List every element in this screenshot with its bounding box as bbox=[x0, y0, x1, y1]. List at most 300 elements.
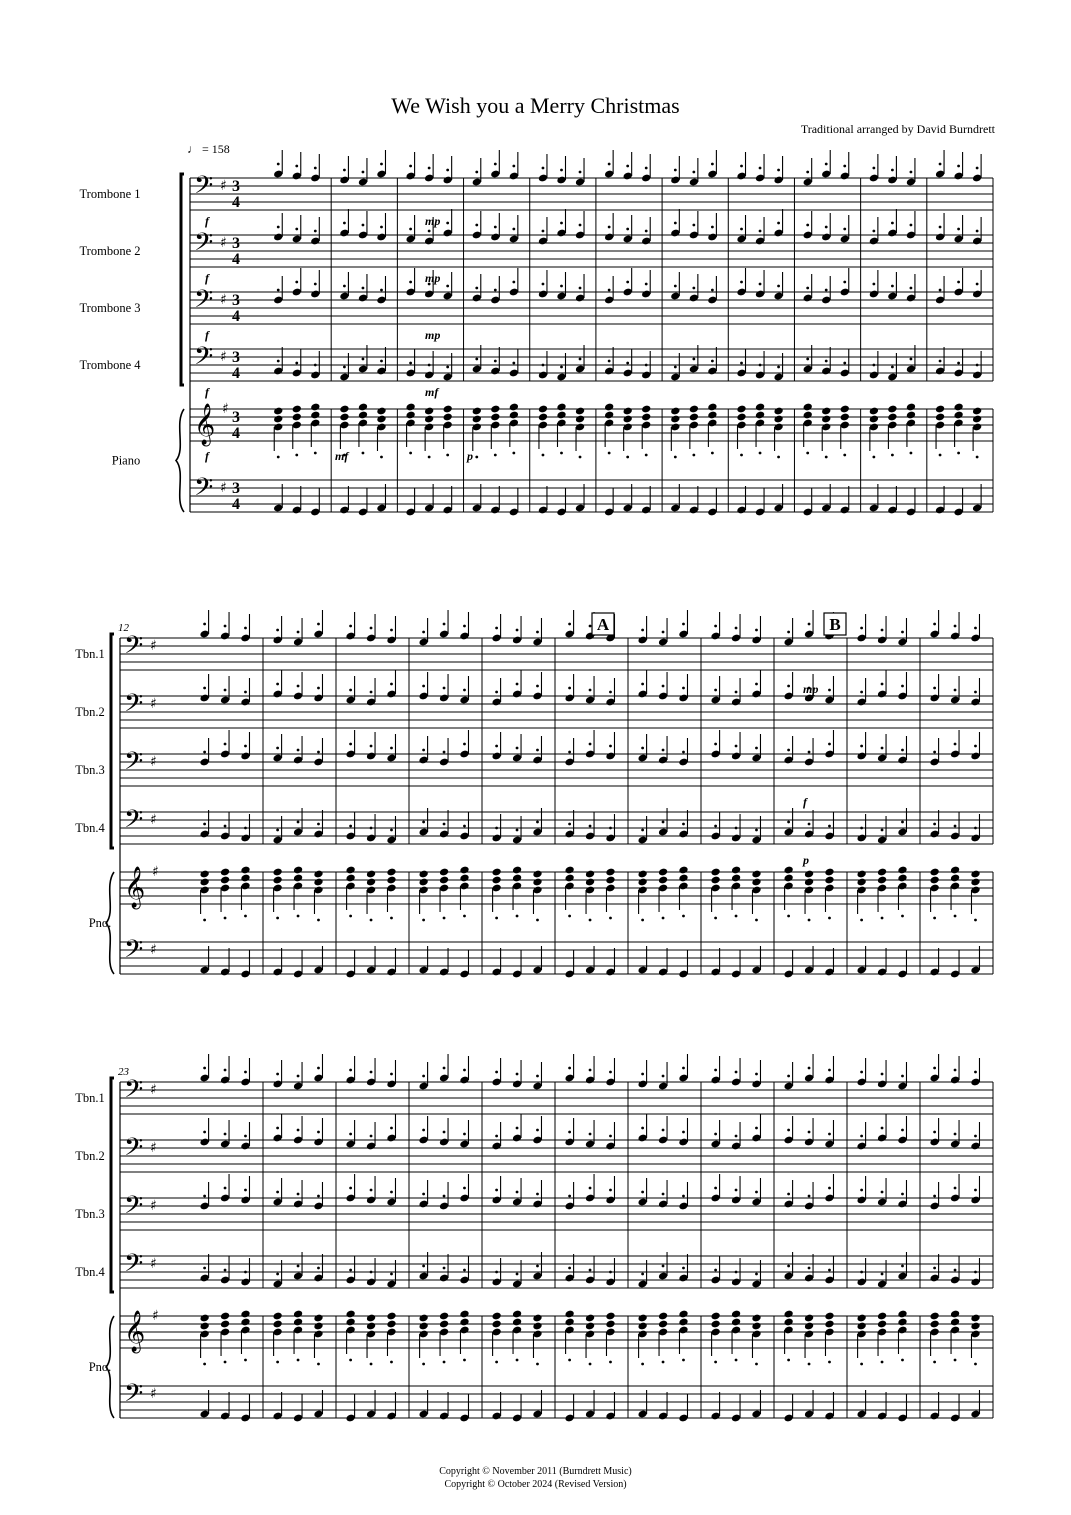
chord-note-head bbox=[472, 407, 482, 416]
chord-note-head bbox=[220, 1312, 230, 1321]
staccato-dot bbox=[808, 751, 811, 754]
dynamic-marking: f bbox=[205, 214, 209, 228]
instrument-label: Tbn.3 bbox=[75, 1207, 105, 1221]
chord-note-head bbox=[199, 1322, 209, 1331]
chord-note-head bbox=[358, 411, 368, 420]
dynamic-marking: mf bbox=[335, 449, 349, 463]
chord-note-head bbox=[418, 1322, 428, 1331]
chord-note-head bbox=[623, 415, 633, 424]
sharp-icon: ♯ bbox=[220, 292, 227, 308]
staccato-dot bbox=[808, 1195, 811, 1198]
sharp-icon: ♯ bbox=[150, 942, 157, 958]
chord-note-head bbox=[877, 1312, 887, 1321]
staccato-dot bbox=[349, 689, 352, 692]
bass-clef-icon: 𝄢 bbox=[194, 473, 214, 508]
staccato-dot bbox=[277, 226, 280, 229]
measure-number: 12 bbox=[118, 622, 129, 634]
staccato-dot bbox=[608, 452, 611, 455]
staccato-dot bbox=[609, 745, 612, 748]
staccato-dot bbox=[825, 163, 828, 166]
time-signature-denominator: 4 bbox=[232, 496, 240, 513]
staccato-dot bbox=[244, 745, 247, 748]
staccato-dot bbox=[276, 1073, 279, 1076]
staccato-dot bbox=[589, 1069, 592, 1072]
chord-note-head bbox=[637, 1314, 647, 1323]
staccato-dot bbox=[297, 1265, 300, 1268]
staccato-dot bbox=[317, 1067, 320, 1070]
staccato-dot bbox=[343, 285, 346, 288]
staccato-dot bbox=[682, 1267, 685, 1270]
chord-note-head bbox=[345, 1318, 355, 1327]
chord-note-head bbox=[658, 1312, 668, 1321]
staccato-dot bbox=[349, 1069, 352, 1072]
staccato-dot bbox=[645, 364, 648, 367]
staccato-dot bbox=[740, 165, 743, 168]
staccato-dot bbox=[443, 623, 446, 626]
staccato-dot bbox=[910, 358, 913, 361]
staccato-dot bbox=[933, 1195, 936, 1198]
sharp-icon: ♯ bbox=[220, 178, 227, 194]
staccato-dot bbox=[244, 915, 247, 918]
staccato-dot bbox=[244, 1135, 247, 1138]
chord-note-head bbox=[240, 866, 250, 875]
chord-note-head bbox=[731, 874, 741, 883]
staccato-dot bbox=[740, 454, 743, 457]
staccato-dot bbox=[542, 364, 545, 367]
staccato-dot bbox=[891, 366, 894, 369]
chord-note-head bbox=[418, 1314, 428, 1323]
chord-note-head bbox=[605, 868, 615, 877]
staccato-dot bbox=[891, 222, 894, 225]
chord-note-head bbox=[292, 413, 302, 422]
staccato-dot bbox=[203, 1067, 206, 1070]
staccato-dot bbox=[343, 169, 346, 172]
staccato-dot bbox=[589, 825, 592, 828]
staccato-dot bbox=[516, 1191, 519, 1194]
bass-clef-icon: 𝄢 bbox=[124, 689, 144, 724]
chord-note-head bbox=[783, 1318, 793, 1327]
trombone-bracket bbox=[111, 1078, 114, 1292]
staccato-dot bbox=[370, 827, 373, 830]
chord-note-head bbox=[366, 1314, 376, 1323]
chord-note-head bbox=[439, 1320, 449, 1329]
chord-note-head bbox=[658, 1320, 668, 1329]
staccato-dot bbox=[881, 829, 884, 832]
staccato-dot bbox=[203, 1195, 206, 1198]
staccato-dot bbox=[568, 823, 571, 826]
staccato-dot bbox=[787, 1129, 790, 1132]
staccato-dot bbox=[735, 1071, 738, 1074]
chord-note-head bbox=[386, 876, 396, 885]
staccato-dot bbox=[276, 1273, 279, 1276]
staccato-dot bbox=[974, 627, 977, 630]
staccato-dot bbox=[536, 1129, 539, 1132]
staccato-dot bbox=[463, 1269, 466, 1272]
chord-note-head bbox=[710, 876, 720, 885]
chord-note-head bbox=[972, 415, 982, 424]
staccato-dot bbox=[954, 1133, 957, 1136]
sharp-icon: ♯ bbox=[220, 235, 227, 251]
staccato-dot bbox=[568, 915, 571, 918]
chord-note-head bbox=[585, 878, 595, 887]
staccato-dot bbox=[224, 1133, 227, 1136]
staccato-dot bbox=[976, 456, 979, 459]
chord-note-head bbox=[386, 1312, 396, 1321]
staccato-dot bbox=[277, 360, 280, 363]
staccato-dot bbox=[974, 1189, 977, 1192]
instrument-label: Trombone 2 bbox=[79, 244, 141, 258]
bass-clef-icon: 𝄢 bbox=[194, 171, 214, 206]
staccato-dot bbox=[516, 1073, 519, 1076]
chord-note-head bbox=[935, 405, 945, 414]
chord-note-head bbox=[605, 1320, 615, 1329]
chord-note-head bbox=[710, 1320, 720, 1329]
chord-note-head bbox=[970, 1314, 980, 1323]
time-signature-denominator: 4 bbox=[232, 425, 240, 442]
sharp-icon: ♯ bbox=[150, 1082, 157, 1098]
staccato-dot bbox=[755, 1363, 758, 1366]
chord-note-head bbox=[751, 878, 761, 887]
sharp-icon: ♯ bbox=[220, 349, 227, 365]
staccato-dot bbox=[860, 691, 863, 694]
time-signature-numerator: 3 bbox=[232, 292, 240, 309]
staccato-dot bbox=[224, 743, 227, 746]
staccato-dot bbox=[735, 1271, 738, 1274]
chord-note-head bbox=[803, 403, 813, 412]
staccato-dot bbox=[516, 1127, 519, 1130]
staccato-dot bbox=[843, 454, 846, 457]
staccato-dot bbox=[390, 1361, 393, 1364]
chord-note-head bbox=[623, 407, 633, 416]
staccato-dot bbox=[759, 283, 762, 286]
staccato-dot bbox=[276, 683, 279, 686]
staccato-dot bbox=[297, 631, 300, 634]
dynamic-marking: f bbox=[205, 271, 209, 285]
staccato-dot bbox=[860, 1135, 863, 1138]
staccato-dot bbox=[954, 915, 957, 918]
staccato-dot bbox=[560, 366, 563, 369]
chord-note-head bbox=[532, 870, 542, 879]
staccato-dot bbox=[714, 1187, 717, 1190]
bass-clef-icon: 𝄢 bbox=[124, 1379, 144, 1414]
chord-note-head bbox=[386, 1320, 396, 1329]
staccato-dot bbox=[828, 1069, 831, 1072]
chord-note-head bbox=[443, 405, 453, 414]
rehearsal-mark: A bbox=[596, 615, 610, 634]
staccato-dot bbox=[910, 287, 913, 290]
staccato-dot bbox=[516, 747, 519, 750]
chord-note-head bbox=[240, 1318, 250, 1327]
chord-note-head bbox=[273, 407, 283, 416]
staccato-dot bbox=[495, 691, 498, 694]
chord-note-head bbox=[824, 876, 834, 885]
staccato-dot bbox=[609, 1189, 612, 1192]
staccato-dot bbox=[777, 285, 780, 288]
dynamic-marking: mp bbox=[425, 271, 441, 285]
staccato-dot bbox=[609, 917, 612, 920]
staccato-dot bbox=[957, 165, 960, 168]
staccato-dot bbox=[806, 452, 809, 455]
staccato-dot bbox=[349, 743, 352, 746]
staccato-dot bbox=[692, 224, 695, 227]
staccato-dot bbox=[295, 165, 298, 168]
staccato-dot bbox=[568, 1195, 571, 1198]
chord-note-head bbox=[731, 866, 741, 875]
staccato-dot bbox=[682, 1067, 685, 1070]
staccato-dot bbox=[224, 1361, 227, 1364]
rehearsal-mark: B bbox=[829, 615, 841, 634]
sharp-icon: ♯ bbox=[150, 1198, 157, 1214]
staccato-dot bbox=[711, 289, 714, 292]
staccato-dot bbox=[362, 171, 365, 174]
bass-clef-icon: 𝄢 bbox=[124, 935, 144, 970]
staccato-dot bbox=[370, 1189, 373, 1192]
staccato-dot bbox=[711, 360, 714, 363]
staccato-dot bbox=[370, 919, 373, 922]
staccato-dot bbox=[682, 1359, 685, 1362]
chord-note-head bbox=[512, 874, 522, 883]
staccato-dot bbox=[901, 1193, 904, 1196]
staccato-dot bbox=[542, 167, 545, 170]
staccato-dot bbox=[609, 1361, 612, 1364]
staccato-dot bbox=[495, 1135, 498, 1138]
chord-note-head bbox=[877, 876, 887, 885]
staccato-dot bbox=[446, 285, 449, 288]
chord-note-head bbox=[220, 868, 230, 877]
staccato-dot bbox=[536, 1193, 539, 1196]
chord-note-head bbox=[783, 866, 793, 875]
sharp-icon: ♯ bbox=[152, 864, 159, 880]
chord-note-head bbox=[459, 866, 469, 875]
staccato-dot bbox=[495, 1071, 498, 1074]
chord-note-head bbox=[972, 407, 982, 416]
chord-note-head bbox=[439, 876, 449, 885]
chord-note-head bbox=[689, 413, 699, 422]
staccato-dot bbox=[370, 1071, 373, 1074]
staccato-dot bbox=[740, 281, 743, 284]
chord-note-head bbox=[970, 870, 980, 879]
chord-note-head bbox=[887, 405, 897, 414]
staccato-dot bbox=[891, 285, 894, 288]
staccato-dot bbox=[295, 362, 298, 365]
staccato-dot bbox=[872, 230, 875, 233]
sharp-icon: ♯ bbox=[150, 812, 157, 828]
chord-note-head bbox=[564, 1318, 574, 1327]
staccato-dot bbox=[828, 1269, 831, 1272]
staccato-dot bbox=[443, 687, 446, 690]
staccato-dot bbox=[787, 821, 790, 824]
staccato-dot bbox=[843, 281, 846, 284]
staccato-dot bbox=[901, 749, 904, 752]
staccato-dot bbox=[974, 1363, 977, 1366]
tempo-marking: ♩ = 158 bbox=[187, 142, 230, 156]
staccato-dot bbox=[409, 452, 412, 455]
staccato-dot bbox=[755, 683, 758, 686]
staccato-dot bbox=[777, 222, 780, 225]
staccato-dot bbox=[536, 631, 539, 634]
staccato-dot bbox=[957, 281, 960, 284]
staccato-dot bbox=[349, 825, 352, 828]
staccato-dot bbox=[641, 629, 644, 632]
staccato-dot bbox=[475, 456, 478, 459]
staccato-dot bbox=[380, 289, 383, 292]
piece-title: We Wish you a Merry Christmas bbox=[391, 93, 680, 118]
staccato-dot bbox=[224, 625, 227, 628]
staccato-dot bbox=[317, 623, 320, 626]
chord-note-head bbox=[804, 870, 814, 879]
staccato-dot bbox=[626, 281, 629, 284]
staccato-dot bbox=[349, 1133, 352, 1136]
staccato-dot bbox=[662, 1265, 665, 1268]
staccato-dot bbox=[714, 689, 717, 692]
chord-note-head bbox=[532, 878, 542, 887]
chord-note-head bbox=[376, 415, 386, 424]
staccato-dot bbox=[957, 452, 960, 455]
staccato-dot bbox=[579, 224, 582, 227]
treble-clef-icon: 𝄞 bbox=[124, 1311, 146, 1352]
chord-note-head bbox=[736, 413, 746, 422]
staccato-dot bbox=[641, 1273, 644, 1276]
chord-note-head bbox=[821, 407, 831, 416]
staccato-dot bbox=[314, 167, 317, 170]
copyright-footer bbox=[0, 1465, 1071, 1491]
staccato-dot bbox=[954, 625, 957, 628]
staccato-dot bbox=[203, 1131, 206, 1134]
staccato-dot bbox=[755, 1127, 758, 1130]
staccato-dot bbox=[933, 1267, 936, 1270]
chord-note-head bbox=[856, 870, 866, 879]
chord-note-head bbox=[345, 866, 355, 875]
staccato-dot bbox=[589, 1133, 592, 1136]
sharp-icon: ♯ bbox=[220, 480, 227, 496]
staccato-dot bbox=[974, 745, 977, 748]
staccato-dot bbox=[735, 1189, 738, 1192]
staccato-dot bbox=[759, 452, 762, 455]
staccato-dot bbox=[759, 230, 762, 233]
staccato-dot bbox=[828, 1187, 831, 1190]
staccato-dot bbox=[881, 1361, 884, 1364]
staccato-dot bbox=[755, 1191, 758, 1194]
composer-credit: Traditional arranged by David Burndrett bbox=[800, 122, 995, 136]
staccato-dot bbox=[682, 751, 685, 754]
staccato-dot bbox=[494, 163, 497, 166]
staccato-dot bbox=[891, 454, 894, 457]
staccato-dot bbox=[463, 1359, 466, 1362]
chord-note-head bbox=[443, 413, 453, 422]
chord-note-head bbox=[707, 411, 717, 420]
staccato-dot bbox=[828, 743, 831, 746]
time-signature-numerator: 3 bbox=[232, 235, 240, 252]
staccato-dot bbox=[662, 631, 665, 634]
staccato-dot bbox=[662, 917, 665, 920]
staccato-dot bbox=[609, 1135, 612, 1138]
staccato-dot bbox=[828, 1133, 831, 1136]
staccato-dot bbox=[589, 1187, 592, 1190]
staccato-dot bbox=[349, 1359, 352, 1362]
staccato-dot bbox=[276, 629, 279, 632]
staccato-dot bbox=[674, 366, 677, 369]
chord-note-head bbox=[512, 1310, 522, 1319]
chord-note-head bbox=[897, 1318, 907, 1327]
staccato-dot bbox=[276, 829, 279, 832]
chord-note-head bbox=[658, 868, 668, 877]
staccato-dot bbox=[976, 167, 979, 170]
staccato-dot bbox=[735, 627, 738, 630]
chord-note-head bbox=[906, 411, 916, 420]
staccato-dot bbox=[494, 360, 497, 363]
staccato-dot bbox=[828, 917, 831, 920]
instrument-label: Tbn.4 bbox=[75, 1265, 105, 1279]
staccato-dot bbox=[428, 167, 431, 170]
chord-note-head bbox=[313, 878, 323, 887]
chord-note-head bbox=[199, 878, 209, 887]
staccato-dot bbox=[808, 823, 811, 826]
time-signature-denominator: 4 bbox=[232, 251, 240, 268]
instrument-label: Pno. bbox=[88, 1360, 112, 1374]
staccato-dot bbox=[224, 1269, 227, 1272]
staccato-dot bbox=[295, 454, 298, 457]
staccato-dot bbox=[828, 689, 831, 692]
chord-note-head bbox=[678, 1310, 688, 1319]
chord-note-head bbox=[783, 874, 793, 883]
staccato-dot bbox=[317, 1195, 320, 1198]
staccato-dot bbox=[203, 751, 206, 754]
staccato-dot bbox=[609, 1071, 612, 1074]
staccato-dot bbox=[674, 456, 677, 459]
staff-1 bbox=[120, 638, 993, 670]
staccato-dot bbox=[735, 1135, 738, 1138]
staccato-dot bbox=[872, 364, 875, 367]
staccato-dot bbox=[881, 747, 884, 750]
chord-note-head bbox=[605, 876, 615, 885]
staccato-dot bbox=[901, 821, 904, 824]
staccato-dot bbox=[463, 825, 466, 828]
instrument-label: Tbn.1 bbox=[75, 1091, 105, 1105]
staccato-dot bbox=[297, 1359, 300, 1362]
chord-note-head bbox=[678, 1318, 688, 1327]
treble-clef-icon: 𝄞 bbox=[194, 404, 216, 445]
dynamic-marking: p bbox=[803, 853, 809, 867]
staccato-dot bbox=[390, 629, 393, 632]
staccato-dot bbox=[317, 1267, 320, 1270]
staccato-dot bbox=[516, 915, 519, 918]
chord-note-head bbox=[929, 1320, 939, 1329]
chord-note-head bbox=[538, 413, 548, 422]
staccato-dot bbox=[976, 364, 979, 367]
chord-note-head bbox=[459, 1318, 469, 1327]
staccato-dot bbox=[560, 452, 563, 455]
staccato-dot bbox=[976, 283, 979, 286]
staccato-dot bbox=[939, 289, 942, 292]
staccato-dot bbox=[314, 364, 317, 367]
chord-note-head bbox=[731, 1318, 741, 1327]
sharp-icon: ♯ bbox=[150, 1256, 157, 1272]
staccato-dot bbox=[933, 623, 936, 626]
staccato-dot bbox=[976, 230, 979, 233]
chord-note-head bbox=[293, 1318, 303, 1327]
staccato-dot bbox=[711, 163, 714, 166]
staccato-dot bbox=[244, 627, 247, 630]
staccato-dot bbox=[957, 228, 960, 231]
copyright-line-1: Copyright © November 2011 (Burndrett Music) bbox=[439, 1466, 632, 1477]
staccato-dot bbox=[933, 1131, 936, 1134]
staccato-dot bbox=[735, 915, 738, 918]
staccato-dot bbox=[443, 917, 446, 920]
chord-note-head bbox=[556, 403, 566, 412]
chord-note-head bbox=[950, 874, 960, 883]
chord-note-head bbox=[424, 407, 434, 416]
staccato-dot bbox=[203, 623, 206, 626]
